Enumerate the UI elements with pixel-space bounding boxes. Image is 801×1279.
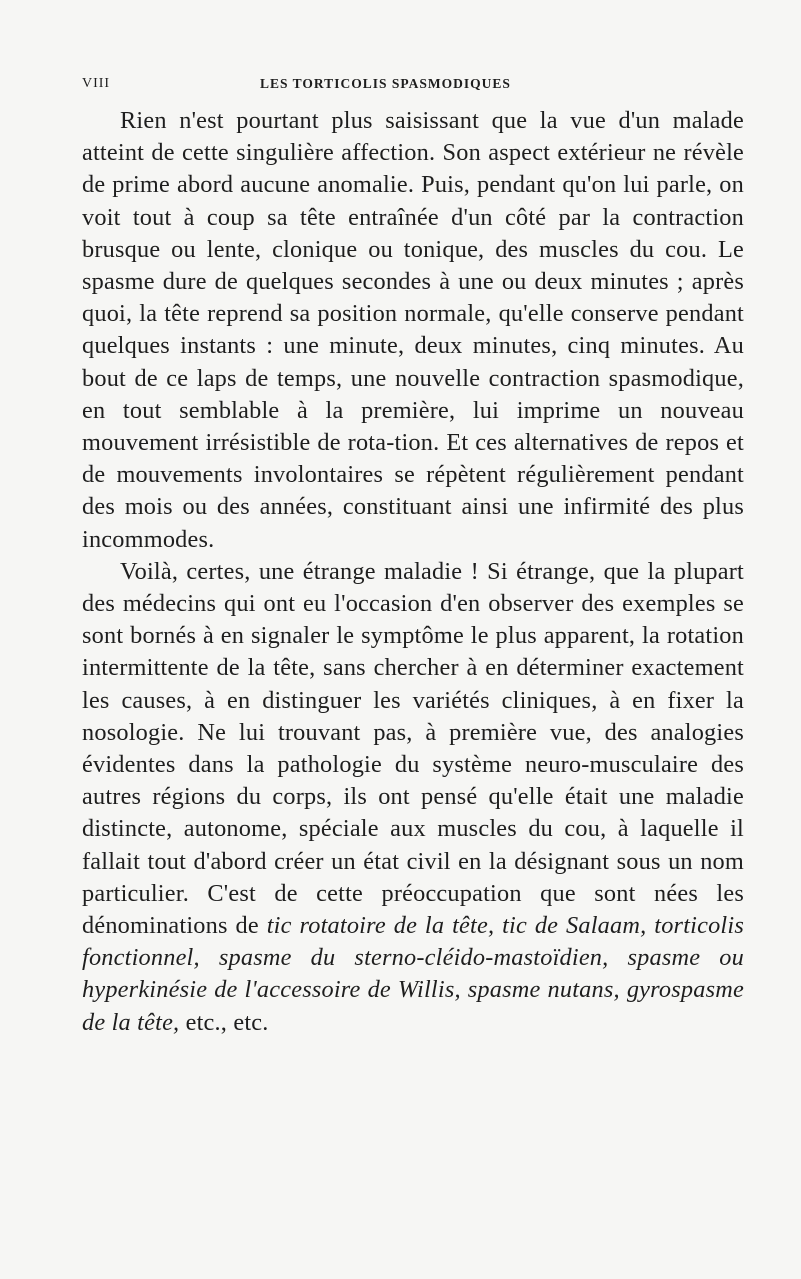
paragraph-1-text: Rien n'est pourtant plus saisissant que la vue d'un malade atteint de cette singulière affection. Son aspect extérieur ne révèle de prime abord aucune anomalie. Puis, pendant qu'on lui parle, on voit tout à coup sa tête entraînée d'un côté par la contraction brusque ou lente, clonique ou tonique, des muscles du cou. Le spasme dure de quelques secondes à une ou deux minutes ; après quoi, la tête reprend sa position normale, qu'elle conserve pendant quelques instants : une minute, deux minutes, cinq minutes. Au bout de ce laps de temps, une nouvelle contraction spasmodique, en tout semblable à la première, lui imprime un nouveau mouvement irrésistible de rota-tion. Et ces alternatives de repos et de mouvements involontaires se répètent régulièrement pendant des mois ou des années, constituant ainsi une infirmité des plus incommodes.: [82, 107, 744, 553]
paragraph-1: [82, 105, 744, 556]
paragraph-2-end: etc., etc.: [185, 1008, 269, 1036]
page-number: VIII: [82, 76, 111, 91]
body-text: [82, 105, 744, 1039]
running-title: LES TORTICOLIS SPASMODIQUES: [260, 76, 511, 91]
paragraph-2: [82, 556, 744, 1039]
paragraph-2-text: Voilà, certes, une étrange maladie ! Si étrange, que la plupart des médecins qui ont eu l'occasion d'en observer des exemples se sont bornés à en signaler le symptôme le plus apparent, la rotation intermittente de la tête, sans chercher à en déterminer exactement les causes, à en distinguer les variétés cliniques, à en fixer la nosologie. Ne lui trouvant pas, à première vue, des analogies évidentes dans la pathologie du système neuro-musculaire des autres régions du corps, ils ont pensé qu'elle était une maladie distincte, autonome, spéciale aux muscles du cou, à laquelle il fallait tout d'abord créer un état civil en la désignant sous un nom particulier. C'est de cette préoccupation que sont nées les dénominations de: [82, 557, 744, 940]
paragraph-2-italic-terms: tic rotatoire de la tête, tic de Salaam, torticolis fonctionnel, spasme du sterno-cléido-mastoïdien, spasme ou hyperkinésie de l'accessoire de Willis, spasme nutans, gyrospasme de la tête,: [82, 912, 744, 1036]
page-header: [82, 76, 742, 98]
